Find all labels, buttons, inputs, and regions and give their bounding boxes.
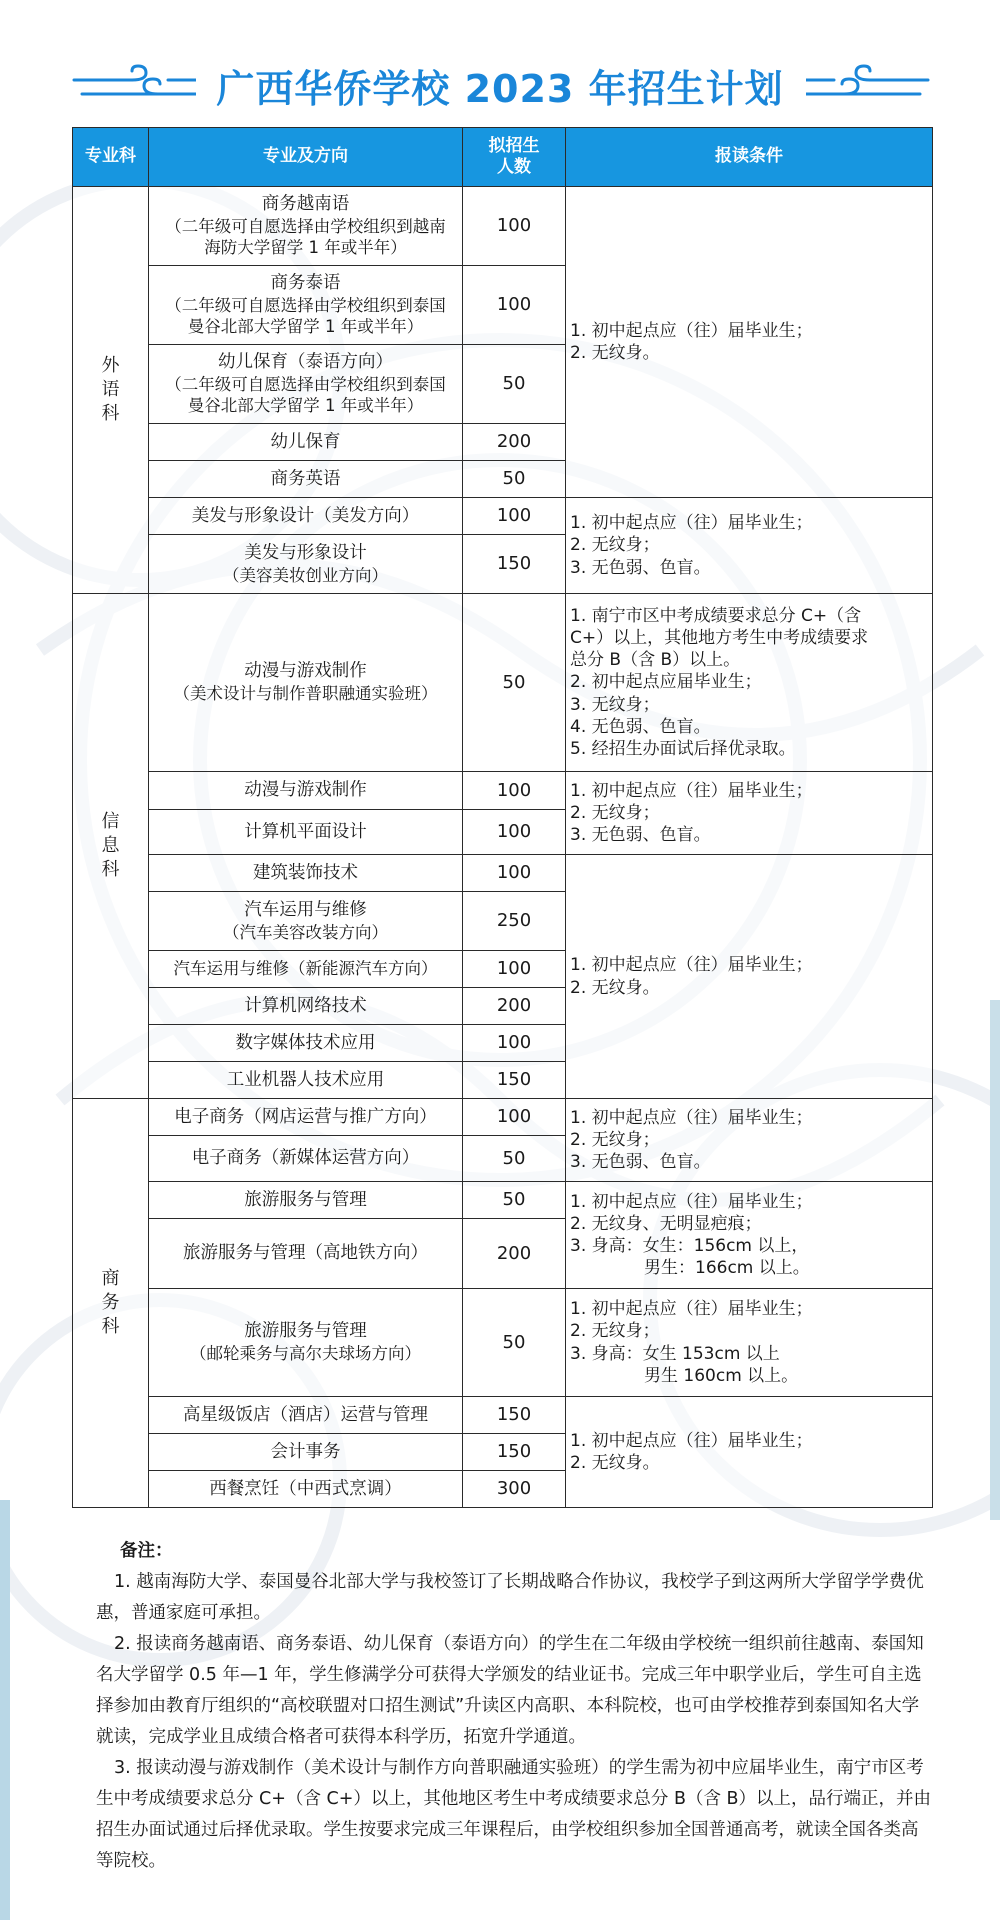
category-foreign: 外语科 bbox=[101, 354, 120, 425]
major-name: 美发与形象设计 bbox=[244, 542, 367, 563]
major-cell: 计算机网络技术 bbox=[149, 988, 463, 1025]
major-name: 商务越南语 bbox=[261, 194, 350, 215]
major-cell bbox=[149, 345, 463, 424]
condition-line: 2. 无纹身、无明显疤痕； bbox=[570, 1213, 762, 1234]
condition-line: 1. 南宁市区中考成绩要求总分 C+（含 bbox=[570, 606, 862, 627]
major-cell bbox=[149, 266, 463, 345]
condition-line: 1. 初中起点应（往）届毕业生； bbox=[570, 320, 813, 341]
count-cell: 50 bbox=[463, 1136, 566, 1182]
count-cell: 150 bbox=[463, 1397, 566, 1434]
condition-line: 2. 无纹身。 bbox=[570, 1453, 660, 1473]
major-note: （邮轮乘务与高尔夫球场方向） bbox=[190, 1344, 421, 1364]
major-cell: 旅游服务与管理 bbox=[149, 1182, 463, 1219]
count-cell: 100 bbox=[463, 951, 566, 988]
note-item-2: 2. 报读商务越南语、商务泰语、幼儿保育（泰语方向）的学生在二年级由学校统一组织前往越南、泰国知名大学留学 0.5 年—1 年，学生修满学分可获得大学颁发的结业证书。完成三年中职学业后，学生可自主选择参加由教育厅组织的“高校联盟对口招生测试”升读区内高职、本科院校，也可由学校推荐到泰国知名大学就读，完成学业且成绩合格者可获得本科学历，拓宽升学通道。 bbox=[96, 1634, 924, 1747]
condition-line: 1. 初中起点应（往）届毕业生； bbox=[570, 1299, 813, 1320]
condition-line: 2. 无纹身。 bbox=[570, 343, 660, 363]
major-cell: 数字媒体技术应用 bbox=[149, 1025, 463, 1062]
major-note: 曼谷北部大学留学 1 年或半年） bbox=[187, 317, 424, 337]
major-cell: 旅游服务与管理（高地铁方向） bbox=[149, 1219, 463, 1289]
major-note: 曼谷北部大学留学 1 年或半年） bbox=[187, 396, 424, 416]
count-cell: 100 bbox=[463, 810, 566, 855]
category-business: 商务科 bbox=[101, 1267, 120, 1338]
conditions-cell bbox=[566, 1099, 933, 1182]
count-cell: 200 bbox=[463, 1219, 566, 1289]
condition-line: 3. 无色弱、色盲。 bbox=[570, 825, 711, 846]
major-cell: 工业机器人技术应用 bbox=[149, 1062, 463, 1099]
count-cell: 100 bbox=[463, 266, 566, 345]
major-note: （汽车美容改装方向） bbox=[223, 922, 388, 942]
header-count bbox=[463, 128, 566, 187]
count-cell: 100 bbox=[463, 772, 566, 810]
major-cell bbox=[149, 594, 463, 772]
conditions-cell bbox=[566, 594, 933, 772]
count-cell: 150 bbox=[463, 535, 566, 594]
table-row bbox=[73, 594, 933, 772]
condition-line: 1. 初中起点应（往）届毕业生； bbox=[570, 1107, 813, 1128]
major-cell: 商务英语 bbox=[149, 461, 463, 498]
table-row bbox=[73, 498, 933, 535]
major-name: 动漫与游戏制作 bbox=[244, 661, 367, 682]
header-count-line2: 人数 bbox=[497, 157, 531, 177]
major-cell: 电子商务（网店运营与推广方向） bbox=[149, 1099, 463, 1136]
title-area bbox=[0, 50, 1000, 120]
condition-line: 1. 初中起点应（往）届毕业生； bbox=[570, 955, 813, 976]
condition-line: 5. 经招生办面试后择优录取。 bbox=[570, 738, 796, 759]
category-cell bbox=[73, 1099, 149, 1508]
major-note: （美容美妆创业方向） bbox=[223, 565, 388, 585]
category-cell bbox=[73, 594, 149, 1099]
condition-line: 2. 初中起点应届毕业生； bbox=[570, 672, 762, 693]
notes-heading: 备注： bbox=[120, 1541, 173, 1561]
count-cell: 200 bbox=[463, 988, 566, 1025]
category-cell bbox=[73, 187, 149, 594]
major-cell: 汽车运用与维修（新能源汽车方向） bbox=[149, 951, 463, 988]
major-name: 汽车运用与维修 bbox=[244, 899, 367, 920]
major-note: （二年级可自愿选择由学校组织到泰国 bbox=[165, 374, 446, 394]
table-row bbox=[73, 772, 933, 810]
conditions-cell bbox=[566, 855, 933, 1099]
major-cell: 幼儿保育 bbox=[149, 424, 463, 461]
major-cell bbox=[149, 1289, 463, 1397]
major-note: （美术设计与制作普职融通实验班） bbox=[173, 684, 438, 704]
count-cell: 150 bbox=[463, 1062, 566, 1099]
major-name: 旅游服务与管理 bbox=[244, 1321, 367, 1342]
major-cell: 高星级饭店（酒店）运营与管理 bbox=[149, 1397, 463, 1434]
table-row bbox=[73, 855, 933, 892]
major-cell: 动漫与游戏制作 bbox=[149, 772, 463, 810]
count-cell: 50 bbox=[463, 1289, 566, 1397]
page-title: 广西华侨学校 2023 年招生计划 bbox=[216, 67, 784, 111]
category-info: 信息科 bbox=[101, 810, 120, 881]
major-cell: 建筑装饰技术 bbox=[149, 855, 463, 892]
enrollment-plan-table bbox=[72, 127, 933, 1508]
condition-line: 4. 无色弱、色盲。 bbox=[570, 716, 711, 737]
major-cell: 会计事务 bbox=[149, 1434, 463, 1471]
conditions-cell bbox=[566, 1289, 933, 1397]
right-cloud-ornament bbox=[806, 64, 930, 104]
conditions-cell bbox=[566, 498, 933, 594]
count-cell: 50 bbox=[463, 1182, 566, 1219]
condition-line: 1. 初中起点应（往）届毕业生； bbox=[570, 513, 813, 534]
header-count-line1: 拟招生 bbox=[488, 135, 540, 156]
condition-line: 2. 无纹身； bbox=[570, 802, 660, 823]
table-row bbox=[73, 1182, 933, 1219]
major-cell bbox=[149, 892, 463, 951]
major-cell bbox=[149, 187, 463, 266]
count-cell: 200 bbox=[463, 424, 566, 461]
count-cell: 50 bbox=[463, 594, 566, 772]
condition-line: 1. 初中起点应（往）届毕业生； bbox=[570, 1191, 813, 1212]
condition-line: 1. 初中起点应（往）届毕业生； bbox=[570, 1430, 813, 1451]
conditions-cell bbox=[566, 1182, 933, 1289]
count-cell: 300 bbox=[463, 1471, 566, 1508]
condition-line: 总分 B（含 B）以上。 bbox=[570, 650, 741, 671]
table-row bbox=[73, 187, 933, 266]
major-name: 商务泰语 bbox=[270, 273, 341, 294]
note-item-1: 1. 越南海防大学、泰国曼谷北部大学与我校签订了长期战略合作协议，我校学子到这两所大学留学学费优惠，普通家庭可承担。 bbox=[96, 1572, 924, 1623]
major-name: 幼儿保育（泰语方向） bbox=[218, 352, 393, 373]
table-row bbox=[73, 1397, 933, 1434]
condition-line: 1. 初中起点应（往）届毕业生； bbox=[570, 780, 813, 801]
notes-section bbox=[96, 1536, 932, 1877]
count-cell: 100 bbox=[463, 855, 566, 892]
count-cell: 50 bbox=[463, 461, 566, 498]
count-cell: 100 bbox=[463, 1099, 566, 1136]
major-cell: 电子商务（新媒体运营方向） bbox=[149, 1136, 463, 1182]
major-note: 海防大学留学 1 年或半年） bbox=[204, 238, 407, 258]
count-cell: 100 bbox=[463, 498, 566, 535]
major-cell bbox=[149, 535, 463, 594]
condition-line: 3. 身高：女生 153cm 以上 bbox=[570, 1343, 780, 1364]
condition-line: 2. 无纹身； bbox=[570, 535, 660, 556]
major-cell: 西餐烹饪（中西式烹调） bbox=[149, 1471, 463, 1508]
header-category: 专业科 bbox=[73, 128, 149, 187]
major-cell: 美发与形象设计（美发方向） bbox=[149, 498, 463, 535]
note-item-3: 3. 报读动漫与游戏制作（美术设计与制作方向普职融通实验班）的学生需为初中应届毕业生，南宁市区考生中考成绩要求总分 C+（含 C+）以上，其他地区考生中考成绩要求总分 B（含 B）以上，品行端正，并由招生办面试通过后择优录取。学生按要求完成三年课程后，由学校组织参加全国普通高考，就读全国各类高等院校。 bbox=[96, 1758, 932, 1871]
condition-line: 2. 无纹身。 bbox=[570, 977, 660, 998]
condition-line: 3. 无色弱、色盲。 bbox=[570, 1152, 711, 1173]
table-row bbox=[73, 1099, 933, 1136]
header-conditions: 报读条件 bbox=[566, 128, 933, 187]
condition-line: 3. 身高：女生：156cm 以上， bbox=[570, 1236, 809, 1256]
condition-line: C+）以上，其他地方考生中考成绩要求 bbox=[570, 628, 869, 649]
condition-line: 2. 无纹身； bbox=[570, 1129, 660, 1150]
condition-line: 男生 160cm 以上。 bbox=[644, 1365, 799, 1386]
condition-line: 3. 无纹身； bbox=[570, 694, 660, 715]
header-major: 专业及方向 bbox=[149, 128, 463, 187]
table-row bbox=[73, 1289, 933, 1397]
major-cell: 计算机平面设计 bbox=[149, 810, 463, 855]
conditions-cell bbox=[566, 772, 933, 855]
count-cell: 100 bbox=[463, 187, 566, 266]
conditions-cell bbox=[566, 1397, 933, 1508]
major-note: （二年级可自愿选择由学校组织到泰国 bbox=[165, 295, 446, 315]
count-cell: 150 bbox=[463, 1434, 566, 1471]
count-cell: 250 bbox=[463, 892, 566, 951]
count-cell: 100 bbox=[463, 1025, 566, 1062]
condition-line: 2. 无纹身； bbox=[570, 1321, 660, 1342]
condition-line: 3. 无色弱、色盲。 bbox=[570, 557, 711, 578]
condition-line: 男生：166cm 以上。 bbox=[644, 1258, 810, 1279]
table-header-row bbox=[73, 128, 933, 187]
conditions-cell bbox=[566, 187, 933, 498]
major-note: （二年级可自愿选择由学校组织到越南 bbox=[165, 216, 446, 236]
count-cell: 50 bbox=[463, 345, 566, 424]
